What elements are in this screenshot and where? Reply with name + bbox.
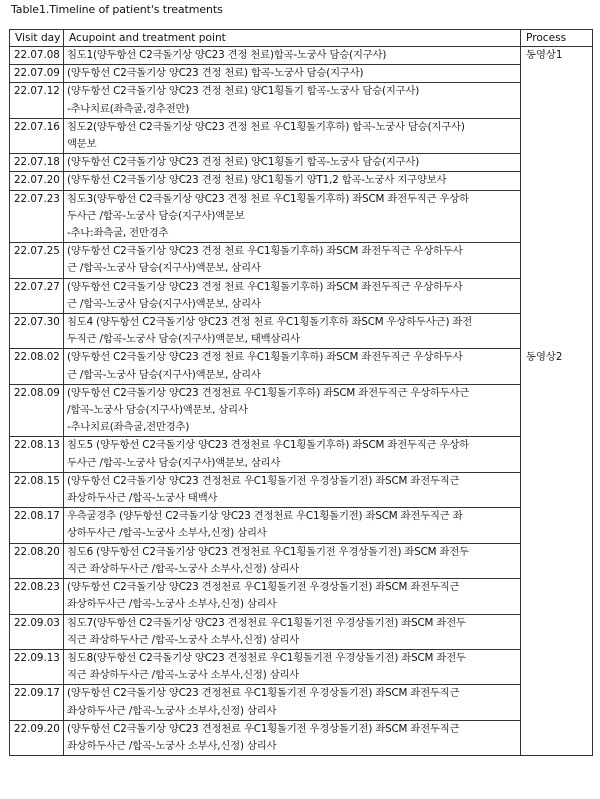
- visit-day-cell: 22.08.23: [10, 579, 64, 614]
- acupoint-line: 침도7(양두항선 C2극돌기상 양C23 견정천료 우C1횡돌기전 우경상돌기전) 좌SCM 좌전두: [67, 616, 466, 629]
- visit-day-cell: 22.09.20: [10, 720, 64, 755]
- acupoint-line: -추나치료(좌측굴,전만경추): [67, 421, 190, 434]
- acupoint-cell: [64, 349, 521, 384]
- acupoint-line: 근 /합곡-노궁사 담승(지구사)액문보, 삼리사: [67, 297, 261, 310]
- acupoint-cell: [64, 172, 521, 190]
- acupoint-cell: [64, 543, 521, 578]
- acupoint-line: 근 /합곡-노궁사 담승(지구사)액문보, 삼리사: [67, 262, 261, 275]
- acupoint-line: 두사근 /합곡-노궁사 담승(지구사)액문보, 삼리사: [67, 456, 281, 469]
- acupoint-line: (양두항선 C2극돌기상 양C23 견정천료 우C1횡돌기전 우경상돌기전) 좌SCM 좌전두직근: [67, 581, 460, 594]
- visit-day-cell: 22.08.09: [10, 384, 64, 437]
- acupoint-line: 침도1(양두항선 C2극돌기상 양C23 견정 천료)합곡-노궁사 담승(지구사): [67, 49, 387, 61]
- acupoint-line: 좌상하두사근 /합곡-노궁사 소부사,신정) 삼리사: [67, 598, 277, 611]
- visit-day-cell: 22.07.23: [10, 190, 64, 243]
- table-row: [10, 508, 593, 543]
- process-cell: [521, 118, 593, 153]
- acupoint-cell: [64, 614, 521, 649]
- table-header: [10, 30, 593, 47]
- acupoint-cell: [64, 118, 521, 153]
- process-cell: [521, 472, 593, 507]
- acupoint-line: (양두항선 C2극돌기상 양C23 견정 천료) 양C1횡돌기 양T1,2 합곡-노궁사 지구양보사: [67, 174, 447, 187]
- process-cell: [521, 614, 593, 649]
- acupoint-cell: [64, 685, 521, 720]
- acupoint-line: 직근 좌상하두사근 /합곡-노궁사 소부사,신정) 삼리사: [67, 562, 300, 575]
- acupoint-line: 직근 좌상하두사근 /합곡-노궁사 소부사,신정) 삼리사: [67, 633, 300, 646]
- acupoint-line: 침도8(양두항선 C2극돌기상 양C23 견정천료 우C1횡돌기전 우경상돌기전) 좌SCM 좌전두: [67, 651, 466, 664]
- table-row: [10, 65, 593, 83]
- visit-day-cell: 22.08.13: [10, 437, 64, 472]
- process-cell: [521, 278, 593, 313]
- table-body: [10, 47, 593, 756]
- visit-day-cell: 22.07.20: [10, 172, 64, 190]
- treatment-timeline-table: [9, 29, 593, 756]
- acupoint-cell: [64, 190, 521, 243]
- visit-day-cell: 22.09.17: [10, 685, 64, 720]
- acupoint-line: 상하두사근 /합곡-노궁사 소부사,신정) 삼리사: [67, 527, 267, 540]
- table-row: [10, 685, 593, 720]
- process-cell: [521, 543, 593, 578]
- visit-day-cell: 22.09.03: [10, 614, 64, 649]
- table-row: [10, 384, 593, 437]
- acupoint-line: 침도5 (양두항선 C2극돌기상 양C23 견정천료 우C1횡돌기후하) 좌SCM 좌전두직근 우상하: [67, 439, 469, 452]
- acupoint-cell: [64, 278, 521, 313]
- acupoint-line: (양두항선 C2극돌기상 양C23 견정 천료) 합곡-노궁사 담승(지구사): [67, 67, 364, 80]
- header-acupoint: Acupoint and treatment point: [64, 30, 521, 47]
- visit-day-cell: 22.08.02: [10, 349, 64, 384]
- table-row: [10, 47, 593, 65]
- process-cell: 동영상2: [521, 349, 593, 384]
- acupoint-cell: [64, 508, 521, 543]
- table-row: [10, 614, 593, 649]
- table-row: [10, 543, 593, 578]
- acupoint-cell: [64, 720, 521, 755]
- acupoint-line: /합곡-노궁사 담승(지구사)액문보, 삼리사: [67, 404, 248, 417]
- acupoint-line: 두사근 /합곡-노궁사 담승(지구사)액문보: [67, 209, 245, 222]
- visit-day-cell: 22.07.16: [10, 118, 64, 153]
- process-cell: [521, 720, 593, 755]
- visit-day-cell: 22.07.27: [10, 278, 64, 313]
- process-cell: [521, 437, 593, 472]
- process-cell: [521, 384, 593, 437]
- acupoint-line: -추나치료(좌측굴,경추전만): [67, 102, 190, 115]
- acupoint-cell: [64, 384, 521, 437]
- acupoint-line: 좌상하두사근 /합곡-노궁사 태백사: [67, 492, 218, 505]
- visit-day-cell: 22.07.30: [10, 314, 64, 349]
- process-cell: [521, 172, 593, 190]
- acupoint-cell: [64, 579, 521, 614]
- visit-day-cell: 22.07.12: [10, 83, 64, 118]
- acupoint-line: 좌상하두사근 /합곡-노궁사 소부사,신정) 삼리사: [67, 739, 277, 752]
- table-row: [10, 720, 593, 755]
- visit-day-cell: 22.07.08: [10, 47, 64, 65]
- acupoint-cell: [64, 314, 521, 349]
- table-row: [10, 154, 593, 172]
- acupoint-line: (양두항선 C2극돌기상 양C23 견정 천료) 양C1횡돌기 합곡-노궁사 담승(지구사): [67, 85, 420, 98]
- acupoint-line: 액문보: [67, 138, 97, 151]
- acupoint-line: 침도4 (양두항선 C2극돌기상 양C23 견정 천료 우C1횡돌기후하 좌SCM 우상하두사근) 좌전: [67, 316, 473, 329]
- acupoint-cell: [64, 243, 521, 278]
- visit-day-cell: 22.07.09: [10, 65, 64, 83]
- visit-day-cell: 22.08.20: [10, 543, 64, 578]
- acupoint-cell: [64, 472, 521, 507]
- visit-day-cell: 22.07.25: [10, 243, 64, 278]
- visit-day-cell: 22.08.15: [10, 472, 64, 507]
- process-cell: [521, 243, 593, 278]
- process-cell: [521, 154, 593, 172]
- table-row: [10, 190, 593, 243]
- table-row: [10, 243, 593, 278]
- acupoint-line: 두직근 /합곡-노궁사 담승(지구사)액문보, 태백삼리사: [67, 333, 300, 346]
- visit-day-cell: 22.08.17: [10, 508, 64, 543]
- table-row: [10, 349, 593, 384]
- acupoint-cell: [64, 649, 521, 684]
- acupoint-line: (양두항선 C2극돌기상 양C23 견정천료 우C1횡돌기전 우경상돌기전) 좌SCM 좌전두직근: [67, 722, 460, 735]
- process-cell: [521, 508, 593, 543]
- table-row: [10, 437, 593, 472]
- table-row: [10, 118, 593, 153]
- process-cell: [521, 649, 593, 684]
- acupoint-line: 근 /합곡-노궁사 담승(지구사)액문보, 삼리사: [67, 368, 261, 381]
- header-process: Process: [521, 30, 593, 47]
- acupoint-line: (양두항선 C2극돌기상 양C23 견정 천료 우C1횡돌기후하) 좌SCM 좌전두직근 우상하두사: [67, 245, 463, 258]
- acupoint-cell: [64, 47, 521, 65]
- table-row: [10, 83, 593, 118]
- acupoint-line: (양두항선 C2극돌기상 양C23 견정천료 우C1횡돌기전 우경상돌기전) 좌SCM 좌전두직근: [67, 474, 460, 487]
- process-cell: [521, 65, 593, 83]
- acupoint-line: (양두항선 C2극돌기상 양C23 견정 천료) 양C1횡돌기 합곡-노궁사 담승(지구사): [67, 156, 420, 169]
- process-cell: [521, 314, 593, 349]
- acupoint-line: 직근 좌상하두사근 /합곡-노궁사 소부사,신정) 삼리사: [67, 669, 300, 682]
- visit-day-cell: 22.09.13: [10, 649, 64, 684]
- acupoint-line: 침도6 (양두항선 C2극돌기상 양C23 견정천료 우C1횡돌기전 우경상돌기전) 좌SCM 좌전두: [67, 545, 469, 558]
- header-visit-day: Visit day: [10, 30, 64, 47]
- acupoint-line: -추나:좌측굴, 전만경추: [67, 227, 169, 240]
- acupoint-cell: [64, 437, 521, 472]
- acupoint-cell: [64, 154, 521, 172]
- acupoint-cell: [64, 65, 521, 83]
- process-cell: [521, 83, 593, 118]
- table-row: [10, 172, 593, 190]
- table-row: [10, 649, 593, 684]
- process-cell: [521, 685, 593, 720]
- process-cell: [521, 190, 593, 243]
- acupoint-line: (양두항선 C2극돌기상 양C23 견정 천료 우C1횡돌기후하) 좌SCM 좌전두직근 우상하두사: [67, 280, 463, 293]
- acupoint-line: (양두항선 C2극돌기상 양C23 견정천료 우C1횡돌기후하) 좌SCM 좌전두직근 우상하두사근: [67, 386, 470, 399]
- acupoint-line: 우측굴경추 (양두항선 C2극돌기상 양C23 견정천료 우C1횡돌기전) 좌SCM 좌전두직근 좌: [67, 510, 463, 523]
- acupoint-cell: [64, 83, 521, 118]
- header-row: [10, 30, 593, 47]
- table-caption: Table1.Timeline of patient's treatments: [11, 3, 223, 16]
- table-row: [10, 579, 593, 614]
- acupoint-line: 좌상하두사근 /합곡-노궁사 소부사,신정) 삼리사: [67, 704, 277, 717]
- table-row: [10, 314, 593, 349]
- table-row: [10, 472, 593, 507]
- acupoint-line: (양두항선 C2극돌기상 양C23 견정천료 우C1횡돌기전 우경상돌기전) 좌SCM 좌전두직근: [67, 687, 460, 700]
- process-cell: 동영상1: [521, 47, 593, 65]
- process-cell: [521, 579, 593, 614]
- acupoint-line: 침도2(양두항선 C2극돌기상 양C23 견정 천료 우C1횡돌기후하) 합곡-노궁사 담승(지구사): [67, 120, 465, 133]
- acupoint-line: (양두항선 C2극돌기상 양C23 견정 천료 우C1횡돌기후하) 좌SCM 좌전두직근 우상하두사: [67, 351, 463, 364]
- acupoint-line: 침도3(양두항선 C2극돌기상 양C23 견정 천료 우C1횡돌기후하) 좌SCM 좌전두직근 우상하: [67, 192, 469, 205]
- table-row: [10, 278, 593, 313]
- visit-day-cell: 22.07.18: [10, 154, 64, 172]
